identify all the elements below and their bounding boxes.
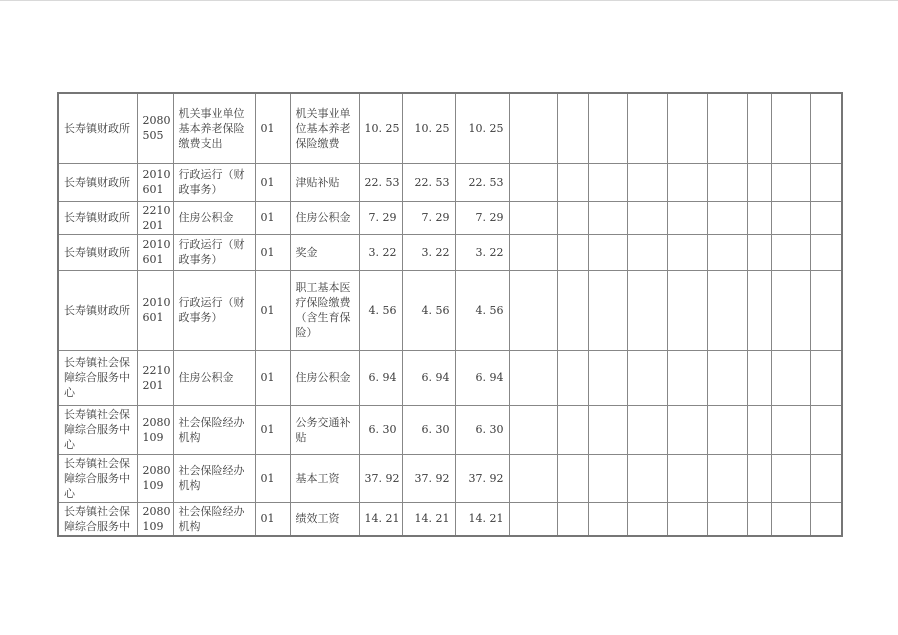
table-row <box>58 502 842 536</box>
empty-cell <box>627 502 667 536</box>
amount-cell: 14. 21 <box>359 502 402 536</box>
empty-cell <box>810 163 842 201</box>
function-code-cell <box>137 93 173 163</box>
empty-cell <box>747 405 771 454</box>
amount-cell: 37. 92 <box>455 454 509 502</box>
empty-cell <box>627 350 667 405</box>
empty-cell <box>747 201 771 234</box>
function-code-cell <box>137 502 173 536</box>
program-cell: 机关事业单位基本养老保险缴费支出 <box>173 93 255 163</box>
sub-item-code-cell: 01 <box>255 405 290 454</box>
empty-cell <box>667 234 707 270</box>
empty-cell <box>588 201 627 234</box>
unit-cell: 长寿镇财政所 <box>58 93 137 163</box>
empty-cell <box>557 350 588 405</box>
amount-cell: 22. 53 <box>455 163 509 201</box>
empty-cell <box>557 270 588 350</box>
amount-cell: 3. 22 <box>455 234 509 270</box>
sub-item-code-cell: 01 <box>255 201 290 234</box>
empty-cell <box>667 350 707 405</box>
empty-cell <box>588 405 627 454</box>
function-code-text: 2080109 <box>142 464 171 492</box>
empty-cell <box>509 454 557 502</box>
empty-cell <box>557 405 588 454</box>
empty-cell <box>771 163 810 201</box>
amount-cell: 37. 92 <box>359 454 402 502</box>
function-code-text: 2210201 <box>142 203 171 232</box>
empty-cell <box>667 454 707 502</box>
empty-cell <box>747 350 771 405</box>
empty-cell <box>557 163 588 201</box>
empty-cell <box>588 454 627 502</box>
table-row <box>58 270 842 350</box>
empty-cell <box>667 405 707 454</box>
amount-cell: 4. 56 <box>359 270 402 350</box>
amount-cell: 6. 30 <box>359 405 402 454</box>
sub-item-code-cell: 01 <box>255 163 290 201</box>
unit-cell: 长寿镇社会保障综合服务中心 <box>58 350 137 405</box>
empty-cell <box>588 270 627 350</box>
empty-cell <box>810 350 842 405</box>
empty-cell <box>557 234 588 270</box>
econ-item-cell: 基本工资 <box>290 454 359 502</box>
empty-cell <box>509 163 557 201</box>
sub-item-code-cell: 01 <box>255 93 290 163</box>
empty-cell <box>557 93 588 163</box>
empty-cell <box>747 502 771 536</box>
empty-cell <box>627 234 667 270</box>
unit-cell: 长寿镇财政所 <box>58 163 137 201</box>
empty-cell <box>771 454 810 502</box>
table-row <box>58 405 842 454</box>
empty-cell <box>667 163 707 201</box>
empty-cell <box>771 502 810 536</box>
program-cell: 行政运行（财政事务） <box>173 234 255 270</box>
table-row <box>58 201 842 234</box>
amount-cell: 4. 56 <box>402 270 455 350</box>
amount-cell: 4. 56 <box>455 270 509 350</box>
econ-item-cell: 奖金 <box>290 234 359 270</box>
program-cell: 社会保险经办机构 <box>173 405 255 454</box>
empty-cell <box>747 93 771 163</box>
amount-cell: 3. 22 <box>402 234 455 270</box>
amount-cell: 6. 30 <box>455 405 509 454</box>
empty-cell <box>747 270 771 350</box>
econ-item-cell: 住房公积金 <box>290 350 359 405</box>
empty-cell <box>509 234 557 270</box>
amount-cell: 6. 94 <box>402 350 455 405</box>
budget-table-body <box>58 93 842 536</box>
sub-item-code-cell: 01 <box>255 234 290 270</box>
empty-cell <box>707 93 747 163</box>
unit-cell: 长寿镇财政所 <box>58 270 137 350</box>
empty-cell <box>509 350 557 405</box>
function-code-text: 2080109 <box>142 504 171 533</box>
empty-cell <box>707 201 747 234</box>
empty-cell <box>667 93 707 163</box>
sub-item-code-cell: 01 <box>255 270 290 350</box>
amount-cell: 6. 94 <box>359 350 402 405</box>
empty-cell <box>588 234 627 270</box>
empty-cell <box>627 163 667 201</box>
empty-cell <box>627 201 667 234</box>
page-top-edge <box>0 0 898 1</box>
unit-cell: 长寿镇财政所 <box>58 201 137 234</box>
amount-cell: 6. 94 <box>455 350 509 405</box>
function-code-cell <box>137 234 173 270</box>
econ-item-cell: 绩效工资 <box>290 502 359 536</box>
function-code-text: 2080109 <box>142 415 171 444</box>
empty-cell <box>707 234 747 270</box>
amount-cell: 10. 25 <box>359 93 402 163</box>
empty-cell <box>509 405 557 454</box>
empty-cell <box>588 502 627 536</box>
empty-cell <box>627 93 667 163</box>
amount-cell: 14. 21 <box>455 502 509 536</box>
empty-cell <box>747 234 771 270</box>
empty-cell <box>771 405 810 454</box>
empty-cell <box>707 163 747 201</box>
amount-cell: 37. 92 <box>402 454 455 502</box>
econ-item-cell: 职工基本医疗保险缴费（含生育保险） <box>290 270 359 350</box>
function-code-cell <box>137 270 173 350</box>
table-row <box>58 234 842 270</box>
amount-cell: 6. 30 <box>402 405 455 454</box>
empty-cell <box>509 270 557 350</box>
empty-cell <box>771 234 810 270</box>
function-code-text: 2010601 <box>142 296 171 324</box>
empty-cell <box>747 163 771 201</box>
empty-cell <box>557 502 588 536</box>
table-row <box>58 350 842 405</box>
empty-cell <box>509 201 557 234</box>
function-code-text: 2210201 <box>142 363 171 392</box>
econ-item-cell: 住房公积金 <box>290 201 359 234</box>
table-row <box>58 93 842 163</box>
sub-item-code-cell: 01 <box>255 502 290 536</box>
function-code-cell <box>137 454 173 502</box>
empty-cell <box>810 93 842 163</box>
amount-cell: 10. 25 <box>455 93 509 163</box>
amount-cell: 7. 29 <box>402 201 455 234</box>
amount-cell: 10. 25 <box>402 93 455 163</box>
program-cell: 行政运行（财政事务） <box>173 163 255 201</box>
empty-cell <box>810 454 842 502</box>
empty-cell <box>810 234 842 270</box>
empty-cell <box>771 270 810 350</box>
function-code-text: 2010601 <box>142 168 171 196</box>
empty-cell <box>707 502 747 536</box>
amount-cell: 7. 29 <box>359 201 402 234</box>
function-code-text: 2010601 <box>142 238 171 266</box>
empty-cell <box>627 454 667 502</box>
unit-cell: 长寿镇财政所 <box>58 234 137 270</box>
unit-cell: 长寿镇社会保障综合服务中 <box>58 502 137 536</box>
function-code-cell <box>137 163 173 201</box>
function-code-cell <box>137 201 173 234</box>
unit-cell: 长寿镇社会保障综合服务中心 <box>58 454 137 502</box>
sub-item-code-cell: 01 <box>255 454 290 502</box>
empty-cell <box>810 270 842 350</box>
empty-cell <box>557 201 588 234</box>
function-code-text: 2080505 <box>142 114 171 143</box>
empty-cell <box>509 502 557 536</box>
unit-cell: 长寿镇社会保障综合服务中心 <box>58 405 137 454</box>
econ-item-cell: 公务交通补贴 <box>290 405 359 454</box>
empty-cell <box>707 350 747 405</box>
empty-cell <box>810 502 842 536</box>
empty-cell <box>707 405 747 454</box>
amount-cell: 14. 21 <box>402 502 455 536</box>
empty-cell <box>627 270 667 350</box>
empty-cell <box>810 405 842 454</box>
econ-item-cell: 机关事业单位基本养老保险缴费 <box>290 93 359 163</box>
empty-cell <box>588 93 627 163</box>
empty-cell <box>667 502 707 536</box>
empty-cell <box>667 201 707 234</box>
empty-cell <box>627 405 667 454</box>
program-cell: 住房公积金 <box>173 350 255 405</box>
empty-cell <box>588 163 627 201</box>
empty-cell <box>707 454 747 502</box>
empty-cell <box>588 350 627 405</box>
empty-cell <box>771 201 810 234</box>
empty-cell <box>667 270 707 350</box>
budget-table <box>57 92 843 537</box>
amount-cell: 7. 29 <box>455 201 509 234</box>
program-cell: 社会保险经办机构 <box>173 502 255 536</box>
sub-item-code-cell: 01 <box>255 350 290 405</box>
amount-cell: 22. 53 <box>402 163 455 201</box>
function-code-cell <box>137 350 173 405</box>
empty-cell <box>771 350 810 405</box>
empty-cell <box>747 454 771 502</box>
empty-cell <box>557 454 588 502</box>
empty-cell <box>771 93 810 163</box>
program-cell: 行政运行（财政事务） <box>173 270 255 350</box>
econ-item-cell: 津贴补贴 <box>290 163 359 201</box>
empty-cell <box>509 93 557 163</box>
empty-cell <box>810 201 842 234</box>
function-code-cell <box>137 405 173 454</box>
amount-cell: 22. 53 <box>359 163 402 201</box>
table-row <box>58 454 842 502</box>
empty-cell <box>707 270 747 350</box>
amount-cell: 3. 22 <box>359 234 402 270</box>
program-cell: 住房公积金 <box>173 201 255 234</box>
table-row <box>58 163 842 201</box>
program-cell: 社会保险经办机构 <box>173 454 255 502</box>
